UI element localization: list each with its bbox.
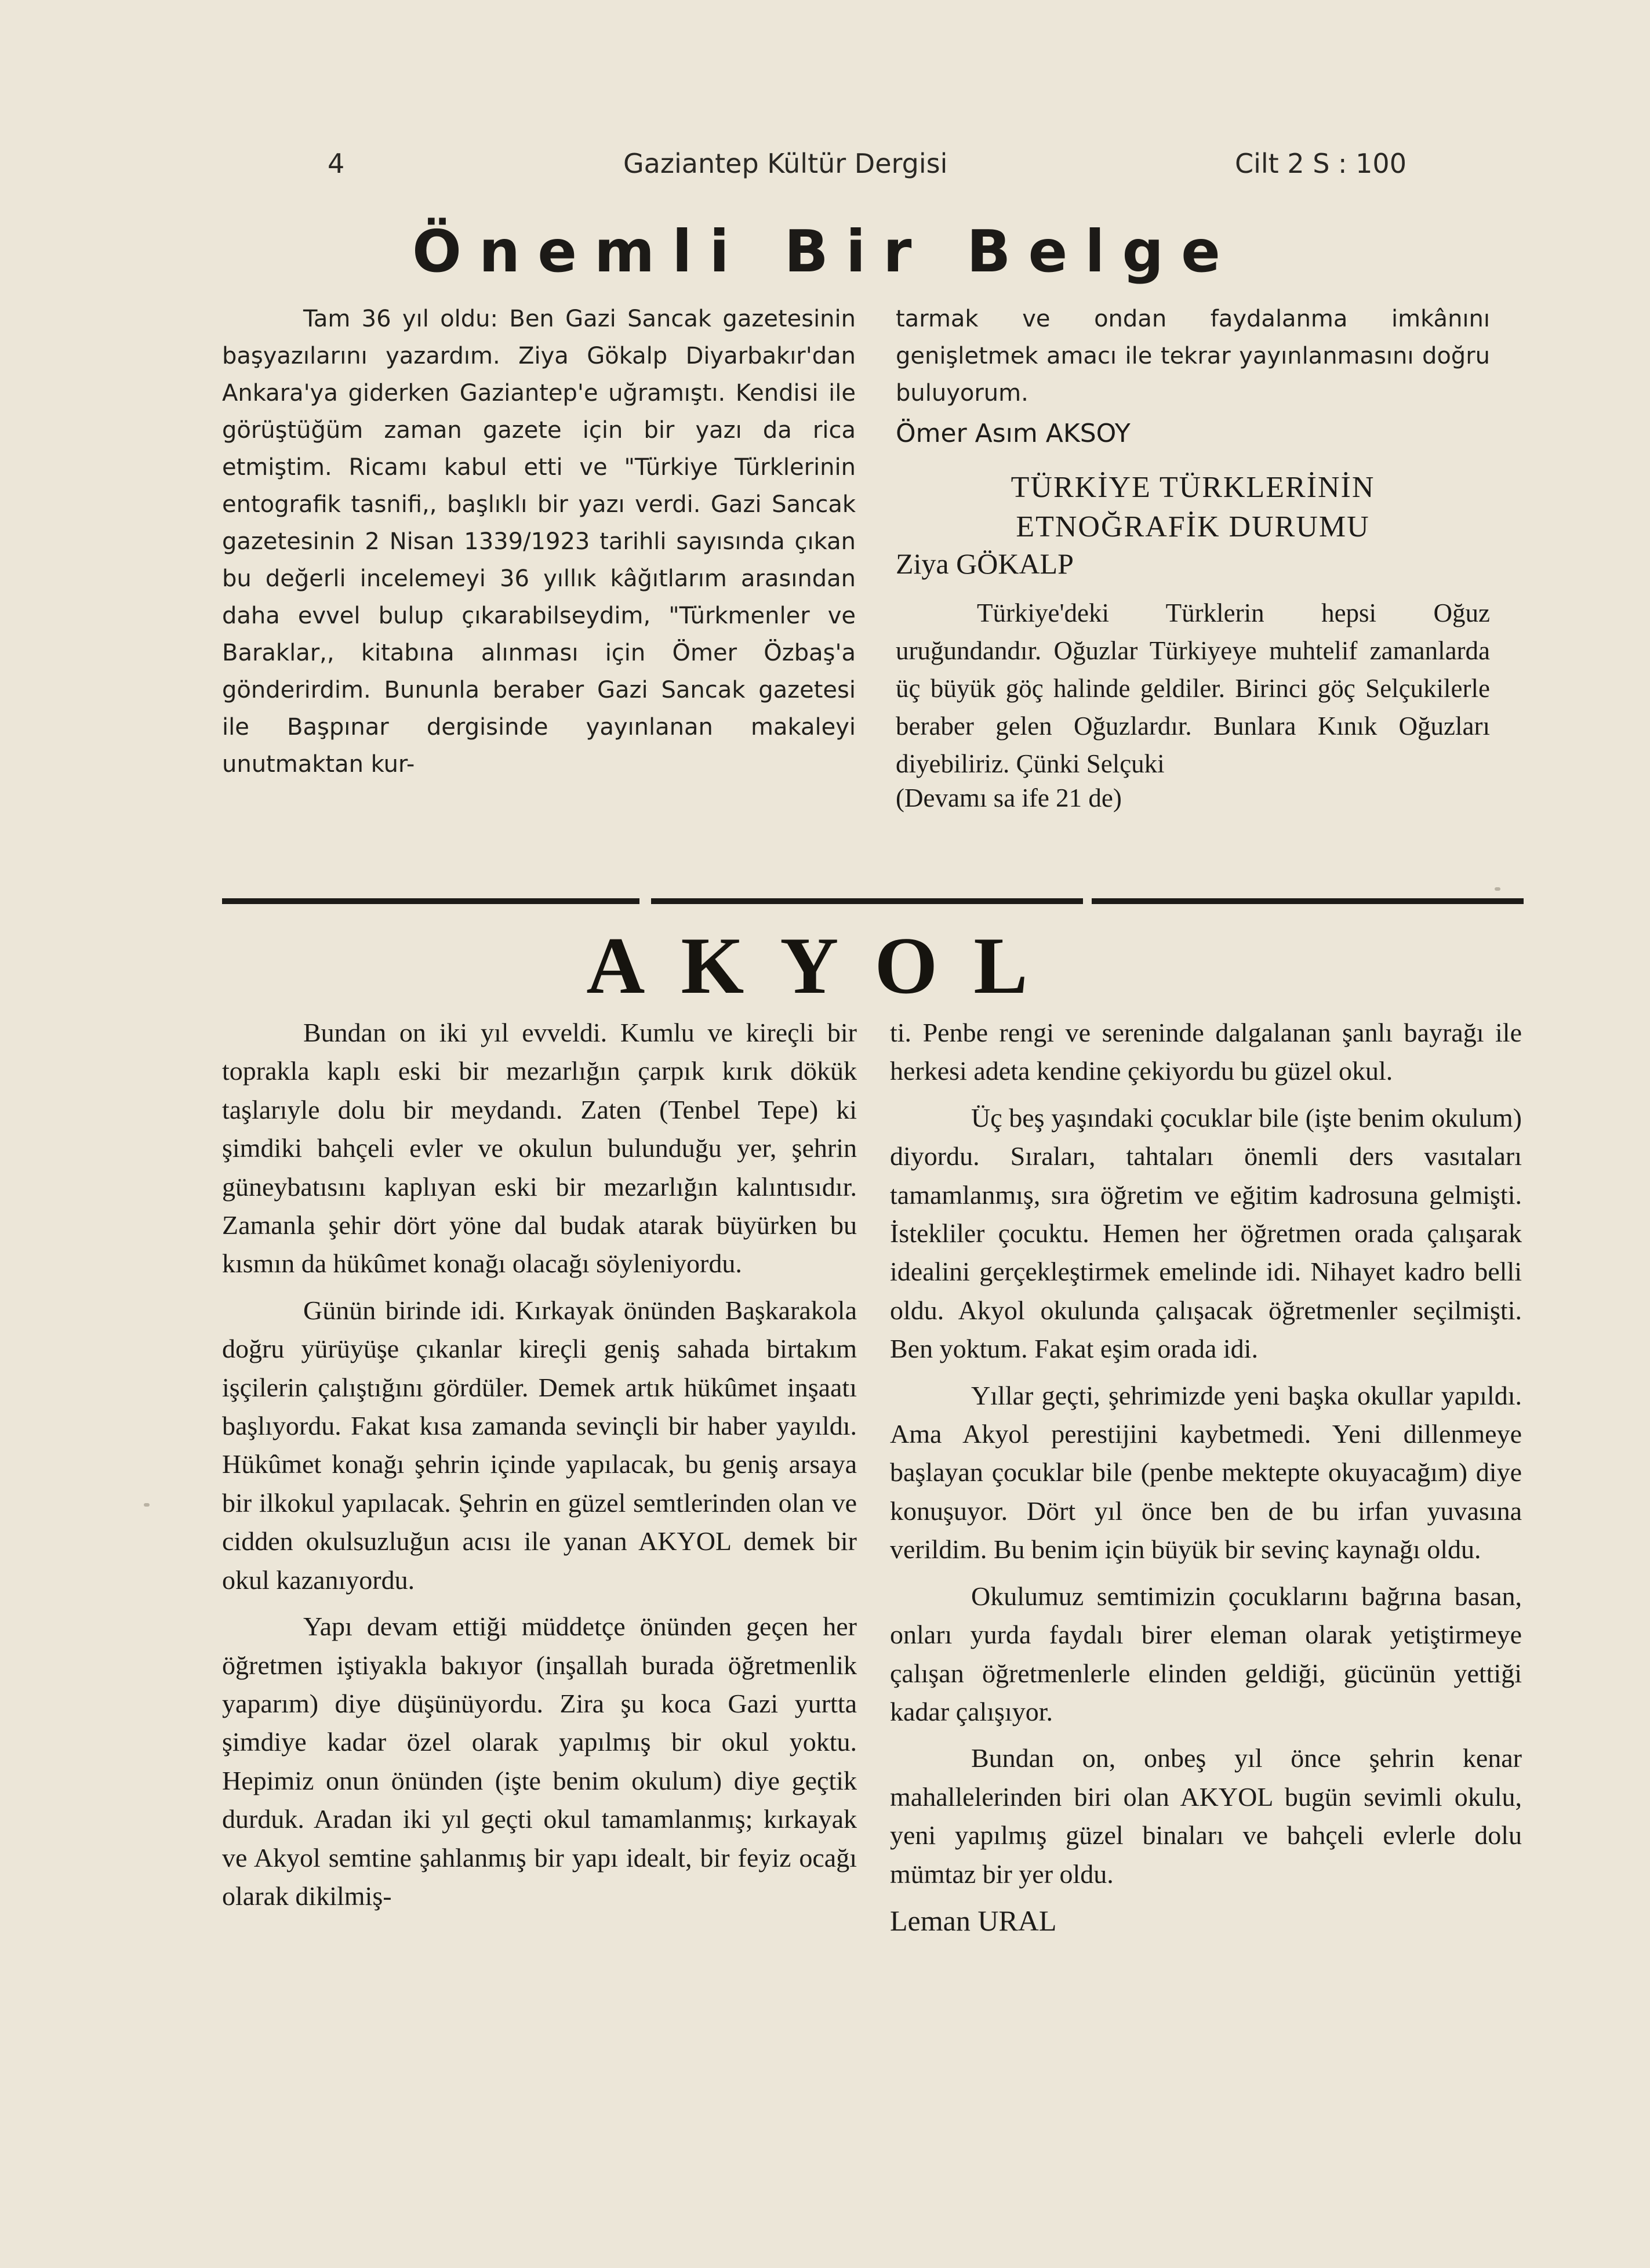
- article-title: Önemli Bir Belge: [412, 217, 1238, 285]
- article-paragraph: Bundan on iki yıl evveldi. Kumlu ve kireçli bir toprakla kaplı eski bir mezarlığın çarpık kırık dökük taşlarıyle dolu bir meydandı. Zaten (Tenbel Tepe) ki şimdiki bahçeli evler ve okulun bulunduğu yer, şehrin güneybatısını kaplıyan eski bir mezarlığın kalıntısıdır. Zamanla şehir dört yöne dal budak atarak büyürken bu kısmın da hükûmet konağı olacağı söyleniyordu.: [222, 1018, 857, 1279]
- section-divider: [222, 898, 1524, 905]
- article-paragraph: ti. Penbe rengi ve sereninde dalgalanan şanlı bayrağı ile herkesi adeta kendine çekiyordu bu güzel okul.: [890, 1018, 1522, 1086]
- article-left-column: [222, 1014, 857, 1915]
- article-paragraph: Yapı devam ettiği müddetçe önünden geçen her öğretmen iştiyakla bakıyor (inşallah burada öğretmenlik yaparım) diye düşünüyordu. Zira şu koca Gazi yurtta şimdiye kadar özel olarak yapılmış bir okul yoktu. Hepimiz onun önünden (işte benim okulum) diye geçtik durduk. Aradan iki yıl geçti okul tamamlanmış; kırkayak ve Akyol semtine şahlanmış bir yapı idealt, bir feyiz ocağı olarak dikilmiş-: [222, 1612, 857, 1911]
- signature: Ömer Asım AKSOY: [896, 419, 1131, 448]
- article-paragraph: Okulumuz semtimizin çocuklarını bağrına basan, onları yurda faydalı birer eleman olarak yetiştirmeye çalışan öğretmenlerle elinden geldiği, gücünün yettiği kadar çalışıyor.: [890, 1581, 1522, 1726]
- scan-speck: [1495, 887, 1500, 891]
- scan-speck: [144, 1503, 150, 1507]
- article-paragraph: Günün birinde idi. Kırkayak önünden Başkarakola doğru yürüyüşe çıkanlar kireçli geniş sahada birtakım işçilerin çalıştığını gördüler. Demek artık hükûmet inşaatı başlıyordu. Fakat kısa zamanda sevinçli bir haber yayıldı. Hükûmet konağı şehrin içinde yapılacak, bu geniş arsaya bir ilkokul yapılacak. Şehrin en güzel semtlerinden olan ve cidden okulsuzluğun acısı ile yanan AKYOL demek bir okul kazanıyordu.: [222, 1295, 857, 1595]
- page-number: 4: [328, 148, 345, 179]
- article-paragraph: tarmak ve ondan faydalanma imkânını genişletmek amacı ile tekrar yayınlanmasını doğru buluyorum.: [896, 306, 1490, 407]
- article-paragraph: Bundan on, onbeş yıl önce şehrin kenar mahallelerinden biri olan AKYOL bugün sevimli okulu, yeni yapılmış güzel binaları ve bahçeli evlerle dolu mümtaz bir yer oldu.: [890, 1743, 1522, 1889]
- subarticle-paragraph: Türkiye'deki Türklerin hepsi Oğuz uruğundandır. Oğuzlar Türkiyeye muhtelif zamanlarda üç büyük göç halinde geldiler. Birinci göç Selçukilerle beraber gelen Oğuzlardır. Bunlara Kınık Oğuzları diyebiliriz. Çünki Selçuki: [896, 598, 1490, 778]
- continuation-note: (Devamı sa ife 21 de): [896, 783, 1122, 812]
- signature: Leman URAL: [890, 1904, 1057, 1937]
- subarticle-title-line: TÜRKİYE TÜRKLERİNİN: [1011, 471, 1375, 504]
- article-title: AKYOL: [586, 921, 1064, 1011]
- subarticle-title: [896, 468, 1490, 547]
- volume-issue: Cilt 2 S : 100: [1235, 148, 1407, 179]
- subarticle-author: Ziya GÖKALP: [896, 547, 1074, 580]
- article-right-column: [896, 300, 1490, 813]
- article-paragraph: Tam 36 yıl oldu: Ben Gazi Sancak gazetesinin başyazılarını yazardım. Ziya Gökalp Diyarbakır'dan Ankara'ya giderken Gaziantep'e uğramıştı. Kendisi ile görüştüğüm zaman gazete için bir yazı da rica etmiştim. Ricamı kabul etti ve "Türkiye Türklerinin entografik tasnifi,, başlıklı bir yazı verdi. Gazi Sancak gazetesinin 2 Nisan 1339/1923 tarihli sayısında çıkan bu değerli incelemeyi 36 yıllık kâğıtlarım arasından daha evvel bulup çıkarabilseydim, "Türkmenler ve Baraklar,, kitabına alınması için Ömer Özbaş'a gönderirdim. Bununla beraber Gazi Sancak gazetesi ile Başpınar dergisinde yayınlanan makaleyi unutmaktan kur-: [222, 306, 856, 778]
- magazine-title: Gaziantep Kültür Dergisi: [623, 148, 948, 179]
- article-paragraph: Yıllar geçti, şehrimizde yeni başka okullar yapıldı. Ama Akyol perestijini kaybetmedi. Yeni dillenmeye başlayan çocuklar bile (penbe mektepte okuyacağım) diye konuşuyor. Dört yıl önce ben de bu irfan yuvasına verildim. Bu benim için büyük bir sevinç kaynağı oldu.: [890, 1380, 1522, 1565]
- subarticle-title-line: ETNOĞRAFİK DURUMU: [1016, 510, 1370, 543]
- article-right-column: [890, 1014, 1522, 1940]
- article-paragraph: Üç beş yaşındaki çocuklar bile (işte benim okulum) diyordu. Sıraları, tahtaları önemli ders vasıtaları tamamlanmış, sıra öğretim ve eğitim kadrosuna gelmişti. İstekliler çocuktu. Hemen her öğretmen orada çalışarak idealini gerçekleştirmek emelinde idi. Nihayet kadro belli oldu. Akyol okulunda çalışacak öğretmenler seçilmişti. Ben yoktum. Fakat eşim orada idi.: [890, 1102, 1522, 1364]
- article-left-column: [222, 300, 856, 783]
- running-header: [0, 148, 1650, 188]
